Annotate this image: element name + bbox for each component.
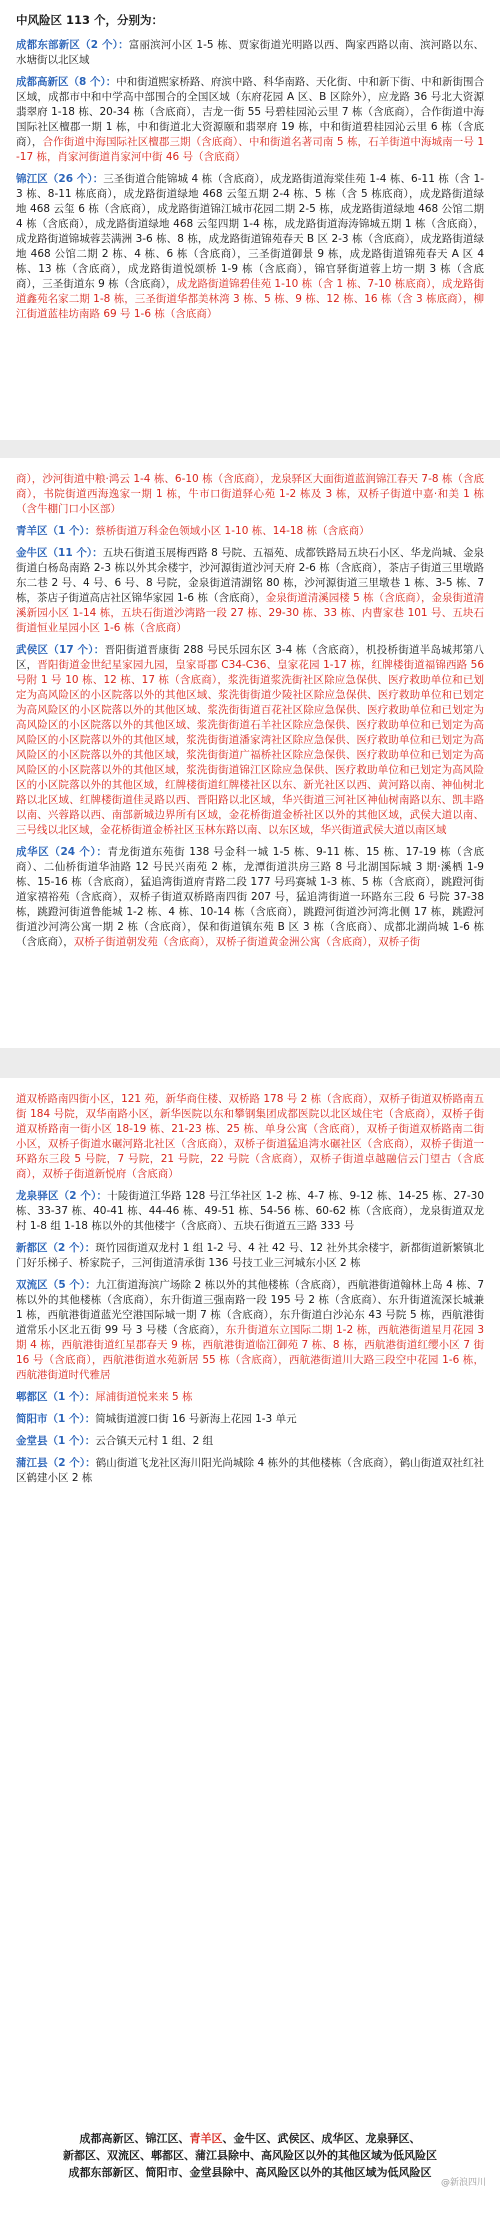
district-wuhou: 武侯区（17 个）：晋阳街道晋康街 288 号民乐园东区 3-4 栋（含底商），机投桥街道半岛城邦第八区，晋阳街道金世纪星家园九园，皇家哥郡 C34-C36、皇家花园 1-17 栋，红牌楼街道福锦西路 56 号附 1 号 10 栋、12 栋、17 栋（含底商），浆洗街道浆洗街社区除应急保供、医疗救助单位和已划定为高风险区的小区院落以外的其他区域、浆洗街街道少陵社区除应急保供、医疗救助单位和已划定为高风险区的小区院落以外的其他区域、浆洗街街道百花社区除应急保供、医疗救助单位和已划定为高风险区的小区院落以外的其他区域、浆洗街街道石羊社区除应急保供、医疗救助单位和已划定为高风险区的小区院落以外的其他区域，浆洗街街道潘家湾社区除应急保供、医疗救助单位和已划定为高风险区的小区院落以外的其他区域，浆洗街街道广福桥社区除应急保供、医疗救助单位和已划定为高风险区的小区院落以外的其他区域，浆洗街街道锦江区除应急保供、医疗救助单位和已划定为高风险区的小区院落以外的其他区域，红牌楼街道红牌楼社区以东、新光社区以西、黄河路以南、神仙树北路以北区域、红牌楼街道佳灵路以西、晋阳路以北区域，华兴街道三河社区神仙树南路以东、凯丰路以南、兴蓉路以西、南部新城边界所有区域，金花桥街道金桥社区以外的其他区域，武侯大道以南、三号线以北区域，金花桥街道金桥社区玉林东路以南、以东区域，华兴街道武侯大道以南区域: [16, 644, 485, 836]
summary-line-2: 新都区、双流区、郫都区、蒲江县除中、高风险区以外的其他区域为低风险区: [63, 2149, 437, 2162]
page-2: [0, 458, 500, 1048]
district-shuangliu: 双流区（5 个）：九江街道海滨广场除 2 栋以外的其他楼栋（含底商），西航港街道翰林上岛 4 栋、7 栋以外的其他楼栋（含底商），东升街道三强南路一段 195 号 2 栋（含底商）、东升街道流深长城兼 1 栋，西航港街道蓝光空港国际城一期 7 栋（含底商），东升街道白沙沁东 43 号院 5 栋，西航港街道常乐小区北五街 99 号 3 号楼（含底商），东升街道东立国际二期 1-2 栋，西航港街道星月花园 3 期 4 栋，西航港街道红星郡春天 9 栋，西航港街道临江御苑 7 栋、8 栋，西航港街道红缨小区 7 街 16 号（含底商），西航港街道水苑新居 55 栋（含底商），西航港街道川大路三段空中花园 1-6 栋，西航港街道时代雅居: [16, 1279, 485, 1381]
district-longquanyi: 龙泉驿区（2 个）：十陵街道江华路 128 号江华社区 1-2 栋、4-7 栋、9-12 栋、14-25 栋、27-30 栋、33-37 栋、40-41 栋、44-46 栋、49-51 栋、54-56 栋、60-62 栋（含底商），龙泉街道双龙村 1-8 组 1-18 栋以外的其他楼宇（含底商）、五块石街道五三路 333 号: [16, 1190, 484, 1232]
district-jintang: 金堂县（1 个）：云合镇天元村 1 组、2 组: [16, 1435, 214, 1447]
page2-lead: 商），沙河街道中粮·鸿云 1-4 栋、6-10 栋（含底商），龙泉驿区大面街道蓝润锦江春天 7-8 栋（含底商），书院街道西海逸家一期 1 栋，牛市口街道驿心苑 1-2 栋及 3 栋，双桥子街道中嘉·和美 1 栋（含牛棚门口小区部）: [16, 473, 484, 515]
district-jinniu: 金牛区（11 个）：五块石街道玉展梅西路 8 号院、五福苑、成都铁路局五块石小区、华龙尚城、金泉街道白杨岛南路 2-3 栋以外其余楼宇，沙河源街道沙河天府 2-6 栋（含底商），茶店子街道三里墩路东二巷 2 号、4 号、6 号、8 号院，金泉街道清湖铭 80 栋，沙河源街道三里墩巷 1 栋、3-5 栋、7 栋，茶店子街道高店社区锦华家园 1-6 栋（含底商），金泉街道清溪园楼 5 栋（含底商），金泉街道清溪新园小区 1-14 栋，五块石街道沙湾路一段 27 栋、29-30 栋、33 栋、内曹家巷 101 号、五块石街道恒业星园小区 1-6 栋（含底商）: [16, 547, 485, 634]
summary-line-3: 成都东部新区、简阳市、金堂县除中、高风险区以外的其他区域为低风险区: [68, 2166, 432, 2179]
page-gap-1: [0, 440, 500, 458]
page-1: [0, 0, 500, 440]
summary-line-1: 成都高新区、锦江区、青羊区、金牛区、武侯区、成华区、龙泉驿区、: [79, 2132, 421, 2145]
district-xindu: 新都区（2 个）：斑竹园街道双龙村 1 组 1-2 号、4 社 42 号、12 社外其余楼宇，新都街道新繁镇北门好乐梯子、桥家院子，三河街道清承街 136 号技工业三河城东小区 2 栋: [16, 1242, 485, 1269]
district-chenghua: 成华区（24 个）：青龙街道东苑街 138 号金科一城 1-5 栋、9-11 栋、15 栋、17-19 栋（含底商）、二仙桥街道华油路 12 号民兴南苑 2 栋，龙潭街道洪房三路 8 号北湖国际城 3 期·溪栖 1-9 栋、15-16 栋（含底商），猛追湾街道府青路二段 177 号玛赛城 1-3 栋、5 栋（含底商），跳蹬河街道家禧裕苑（含底商），双桥子街道双桥路南四街 207 号，猛追湾街道一环路东三段 6 号院 37-38 栋，跳蹬河街道鲁能城 1-2 栋、4 栋、10-14 栋（含底商），跳蹬河街道沙河湾北侧 17 栋，跳蹬河街道沙河湾公寓一期 2 栋（含底商），保和街道镇东苑 B 区 3 栋（含底商）、成都北湖尚城 1-6 栋（含底商），双桥子街道朝发苑（含底商），双桥子街道黄金洲公寓（含底商），双桥子街: [16, 846, 484, 948]
page-gap-3: [0, 1658, 500, 2078]
district-qingyang: 青羊区（1 个）：蔡桥街道万科金色领域小区 1-10 栋、14-18 栋（含底商）: [16, 525, 370, 537]
district-pidu: 郫都区（1 个）：犀浦街道悦来来 5 栋: [16, 1391, 193, 1403]
watermark: @新浪四川: [440, 2178, 486, 2188]
page-gap-2: [0, 1048, 500, 1078]
district-jianyang: 简阳市（1 个）：简城街道渡口街 16 号新海上花园 1-3 单元: [16, 1413, 297, 1425]
district-jinjiang: 锦江区（26 个）：三圣街道合能锦城 4 栋（含底商），成龙路街道海棠佳苑 1-4 栋、6-11 栋（含 1-3 栋、8-11 栋底商），成龙路街道绿地 468 云玺五期 2-4 栋、5 栋（含 5 栋底商），成龙路街道绿地 468 云玺 6 栋（含底商），成龙路街道锦江城市花园二期 2-5 栋，成龙路街道绿地 468 公馆二期 4 栋（含底商），成龙路街道绿地 468 云玺四期 1-4 栋，成龙路街道海涛锦城五期 1 栋（含底商），成龙路街道锦城蓉芸满洲 3-6 栋、8 栋，成龙路街道锦苑春天 B 区 2-3 栋（含底商），成龙路街道绿地 468 公馆二期 2 栋、4 栋、6 栋（含底商），三圣街道御景 9 栋，成龙路街道锦苑春天 A 区 4 栋、13 栋（含底商），成龙路街道悦颂桥 1-9 栋（含底商），锦官驿街道蓉上坊一期 3 栋（含底商），三圣街道东 9 栋（含底商），成龙路街道锦碧佳苑 1-10 栋（含 1 栋、7-10 栋底商），成龙路街道鑫苑名家二期 1-8 栋，三圣街道华都美林湾 3 栋、5 栋、9 栋、12 栋、16 栋（含 3 栋底商），柳江街道蓝桂坊南路 69 号 1-6 栋（含底商）: [16, 173, 485, 320]
low-risk-summary: [0, 2118, 500, 2221]
district-pujiang: 蒲江县（2 个）：鹤山街道飞龙社区海川阳光尚城除 4 栋外的其他楼栋（含底商），鹤山街道双社红社区鹤建小区 2 栋: [16, 1457, 485, 1484]
page3-lead: 道双桥路南四街小区，121 苑，新华商住楼、双桥路 178 号 2 栋（含底商），双桥子街道双桥路南五街 184 号院，双华南路小区，新华医院以东和攀钢集团成都医院以北区域住宅（含底商），双桥子街道双桥路南一街小区 18-19 栋、21-23 栋、25 栋、单身公寓（含底商），双桥子街道双桥路南二街小区，双桥子街道水碾河路北社区（含底商），双桥子街道猛追湾水碾社区（含底商），双桥子街道一环路东三段 5 号院，7 号院，21 号院，22 号院（含底商），双桥子街道卓越融信云门望古（含底商），双桥子街道新悦府（含底商）: [16, 1093, 484, 1180]
district-dongbu: 成都东部新区（2 个）：富丽滨河小区 1-5 栋、贾家街道光明路以西、陶家西路以南、滨河路以东、水塘街以北区域: [16, 39, 485, 66]
notice-title: 中风险区 113 个，分别为：: [16, 13, 164, 27]
district-gaoxin: 成都高新区（8 个）：中和街道熙家桥路、府滨中路、科华南路、天化街、中和新下街、中和新街围合区域，成都市中和中学高中部围合的全国区域（东府花园 A 区、B 区除外），应龙路 36 号北大资源翡翠府 1-18 栋、20-34 栋（含底商），吉龙一街 55 号碧桂园沁云里 7 栋（含底商），合作街道中海国际社区檀郡一期 1 栋，中和街道北大资源颐和翡翠府 19 栋，中和街道碧桂园沁云里 6 栋（含底商），合作街道中海国际社区檀郡三期（含底商）、中和街道名著司南 5 栋，石羊街道中海城南一号 1-17 栋，肖家河街道肖家河中街 46 号（含底商）: [16, 76, 485, 163]
page-3: [0, 1078, 500, 1658]
